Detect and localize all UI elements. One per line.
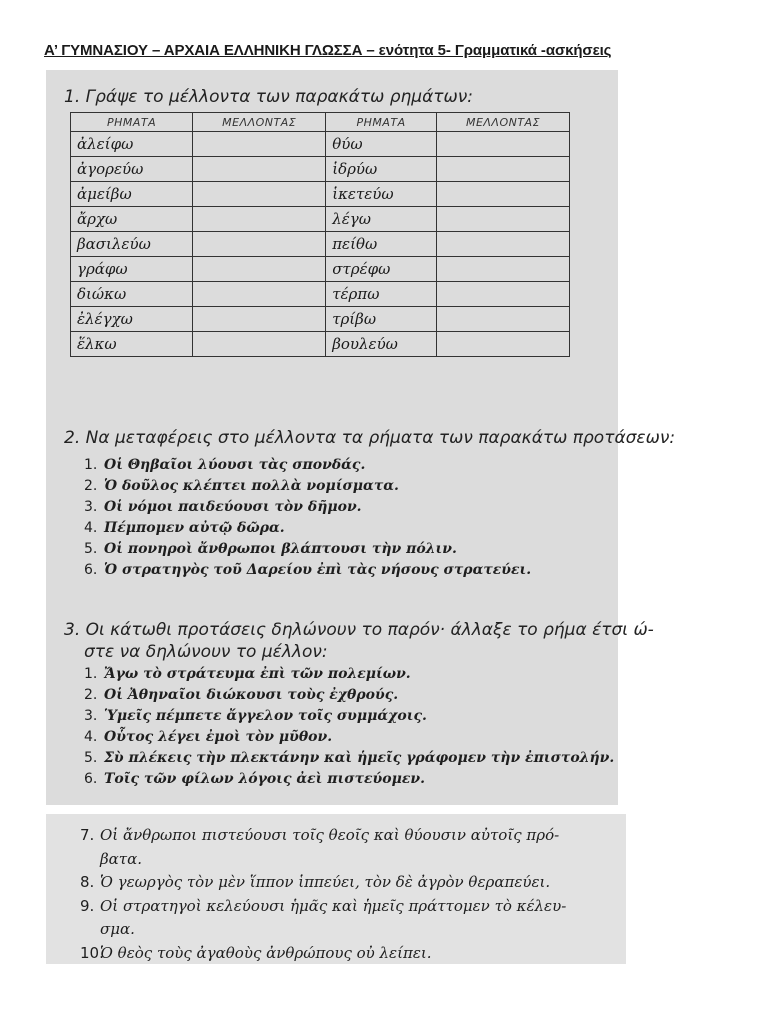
verb-cell: ἱδρύω bbox=[326, 157, 437, 182]
future-answer-cell[interactable] bbox=[193, 282, 326, 307]
verb-cell: τρίβω bbox=[326, 307, 437, 332]
table-row bbox=[71, 307, 570, 332]
sentence-text: Ἄγω τὸ στράτευμα ἐπὶ τῶν πολεμίων. bbox=[104, 666, 411, 682]
item-number: 1. bbox=[84, 457, 98, 473]
list-item bbox=[84, 748, 614, 769]
verb-cell: διώκω bbox=[71, 282, 193, 307]
item-number: 6. bbox=[84, 771, 98, 787]
list-item bbox=[80, 848, 566, 872]
future-answer-cell[interactable] bbox=[193, 207, 326, 232]
future-answer-cell[interactable] bbox=[437, 332, 570, 357]
list-item bbox=[84, 539, 531, 560]
verb-cell: ἐλέγχω bbox=[71, 307, 193, 332]
exercise-3-continued-list bbox=[80, 824, 566, 965]
exercise-3-sentence-list bbox=[84, 664, 614, 790]
sentence-text: σμα. bbox=[100, 920, 135, 938]
verb-cell: βασιλεύω bbox=[71, 232, 193, 257]
table-row bbox=[71, 157, 570, 182]
list-item bbox=[84, 664, 614, 685]
item-number: 5. bbox=[84, 750, 98, 766]
future-answer-cell[interactable] bbox=[193, 307, 326, 332]
verb-cell: ἱκετεύω bbox=[326, 182, 437, 207]
item-number: 5. bbox=[84, 541, 98, 557]
sentence-text: Τοῖς τῶν φίλων λόγοις ἀεὶ πιστεύομεν. bbox=[104, 771, 425, 787]
header-future-right: ΜΕΛΛΟΝΤΑΣ bbox=[437, 113, 570, 132]
list-item bbox=[80, 824, 566, 848]
future-answer-cell[interactable] bbox=[437, 132, 570, 157]
verb-cell: ἄρχω bbox=[71, 207, 193, 232]
future-answer-cell[interactable] bbox=[437, 307, 570, 332]
table-row bbox=[71, 332, 570, 357]
verb-cell: ἀμείβω bbox=[71, 182, 193, 207]
verb-cell: στρέφω bbox=[326, 257, 437, 282]
sentence-text: Οἱ πονηροὶ ἄνθρωποι βλάπτουσι τὴν πόλιν. bbox=[104, 541, 457, 557]
future-answer-cell[interactable] bbox=[193, 332, 326, 357]
list-item bbox=[84, 518, 531, 539]
verb-cell: τέρπω bbox=[326, 282, 437, 307]
item-number: 4. bbox=[84, 729, 98, 745]
verb-cell: λέγω bbox=[326, 207, 437, 232]
item-number: 9. bbox=[80, 896, 95, 915]
sentence-text: Σὺ πλέκεις τὴν πλεκτάνην καὶ ἡμεῖς γράφομεν τὴν ἐπιστολήν. bbox=[104, 750, 615, 766]
list-item bbox=[84, 455, 531, 476]
exercise-3-title-line2: στε να δηλώνουν το μέλλον: bbox=[84, 642, 328, 662]
table-row bbox=[71, 257, 570, 282]
table-row bbox=[71, 132, 570, 157]
verb-cell: ἀγορεύω bbox=[71, 157, 193, 182]
header-verbs-right: ΡΗΜΑΤΑ bbox=[326, 113, 437, 132]
worksheet-header: Α’ ΓΥΜΝΑΣΙΟΥ – ΑΡΧΑΙΑ ΕΛΛΗΝΙΚΗ ΓΛΩΣΣΑ – ενότητα 5- Γραμματικά -ασκήσεις bbox=[44, 42, 612, 59]
future-answer-cell[interactable] bbox=[193, 132, 326, 157]
sentence-text: Ὁ δοῦλος κλέπτει πολλὰ νομίσματα. bbox=[104, 478, 399, 494]
future-answer-cell[interactable] bbox=[437, 182, 570, 207]
verb-cell: πείθω bbox=[326, 232, 437, 257]
list-item bbox=[80, 918, 566, 942]
future-answer-cell[interactable] bbox=[437, 257, 570, 282]
list-item bbox=[84, 727, 614, 748]
header-future-left: ΜΕΛΛΟΝΤΑΣ bbox=[193, 113, 326, 132]
sentence-text: Οἱ ἄνθρωποι πιστεύουσι τοῖς θεοῖς καὶ θύουσιν αὐτοῖς πρό- bbox=[100, 826, 560, 844]
sentence-text: Οἱ Θηβαῖοι λύουσι τὰς σπονδάς. bbox=[104, 457, 366, 473]
list-item bbox=[80, 895, 566, 919]
list-item bbox=[80, 942, 566, 966]
item-number: 3. bbox=[84, 708, 98, 724]
sentence-text: Οἱ νόμοι παιδεύουσι τὸν δῆμον. bbox=[104, 499, 362, 515]
future-answer-cell[interactable] bbox=[193, 257, 326, 282]
item-number: 2. bbox=[84, 478, 98, 494]
future-answer-cell[interactable] bbox=[437, 282, 570, 307]
item-number: 7. bbox=[80, 826, 95, 844]
sentence-text: Ὁ θεὸς τοὺς ἀγαθοὺς ἀνθρώπους οὐ λείπει. bbox=[100, 943, 432, 962]
exercise-2-sentence-list bbox=[84, 455, 531, 581]
item-number: 8. bbox=[80, 873, 95, 891]
item-number: 1. bbox=[84, 666, 98, 682]
verb-future-table bbox=[70, 112, 570, 357]
sentence-text: Ὁ γεωργὸς τὸν μὲν ἵππον ἱππεύει, τὸν δὲ ἀγρὸν θεραπεύει. bbox=[100, 873, 551, 891]
sentence-text: Πέμπομεν αὐτῷ δῶρα. bbox=[104, 520, 285, 536]
future-answer-cell[interactable] bbox=[437, 207, 570, 232]
item-number: 3. bbox=[84, 499, 98, 515]
item-number: 10. bbox=[80, 943, 104, 962]
future-answer-cell[interactable] bbox=[193, 157, 326, 182]
exercise-3-title-line1: 3. Οι κάτωθι προτάσεις δηλώνουν το παρόν· άλλαξε το ρήμα έτσι ώ- bbox=[64, 620, 654, 640]
table-row bbox=[71, 182, 570, 207]
list-item bbox=[84, 706, 614, 727]
list-item bbox=[84, 560, 531, 581]
list-item bbox=[84, 769, 614, 790]
sentence-text: Ὁ στρατηγὸς τοῦ Δαρείου ἐπὶ τὰς νήσους στρατεύει. bbox=[104, 562, 532, 578]
verb-cell: ἀλείφω bbox=[71, 132, 193, 157]
future-answer-cell[interactable] bbox=[437, 157, 570, 182]
list-item bbox=[84, 476, 531, 497]
verb-cell: θύω bbox=[326, 132, 437, 157]
exercise-1-title: 1. Γράψε το μέλλοντα των παρακάτω ρημάτων: bbox=[64, 87, 473, 107]
list-item bbox=[84, 685, 614, 706]
exercise-2-title: 2. Να μεταφέρεις στο μέλλοντα τα ρήματα των παρακάτω προτάσεων: bbox=[64, 428, 676, 448]
table-header-row bbox=[71, 113, 570, 132]
item-number: 4. bbox=[84, 520, 98, 536]
verb-cell: γράφω bbox=[71, 257, 193, 282]
header-verbs-left: ΡΗΜΑΤΑ bbox=[71, 113, 193, 132]
verb-cell: ἕλκω bbox=[71, 332, 193, 357]
future-answer-cell[interactable] bbox=[193, 232, 326, 257]
table-row bbox=[71, 282, 570, 307]
verb-cell: βουλεύω bbox=[326, 332, 437, 357]
list-item bbox=[84, 497, 531, 518]
sentence-text: βατα. bbox=[100, 849, 142, 868]
item-number: 2. bbox=[84, 687, 98, 703]
future-answer-cell[interactable] bbox=[437, 232, 570, 257]
table-row bbox=[71, 232, 570, 257]
sentence-text: Οὗτος λέγει ἐμοὶ τὸν μῦθον. bbox=[104, 729, 333, 745]
list-item bbox=[80, 871, 566, 895]
sentence-text: Ὑμεῖς πέμπετε ἄγγελον τοῖς συμμάχοις. bbox=[104, 708, 427, 724]
sentence-text: Οἱ στρατηγοὶ κελεύουσι ἡμᾶς καὶ ἡμεῖς πράττομεν τὸ κέλευ- bbox=[100, 896, 567, 915]
future-answer-cell[interactable] bbox=[193, 182, 326, 207]
table-row bbox=[71, 207, 570, 232]
sentence-text: Οἱ Ἀθηναῖοι διώκουσι τοὺς ἐχθρούς. bbox=[104, 687, 399, 703]
item-number: 6. bbox=[84, 562, 98, 578]
